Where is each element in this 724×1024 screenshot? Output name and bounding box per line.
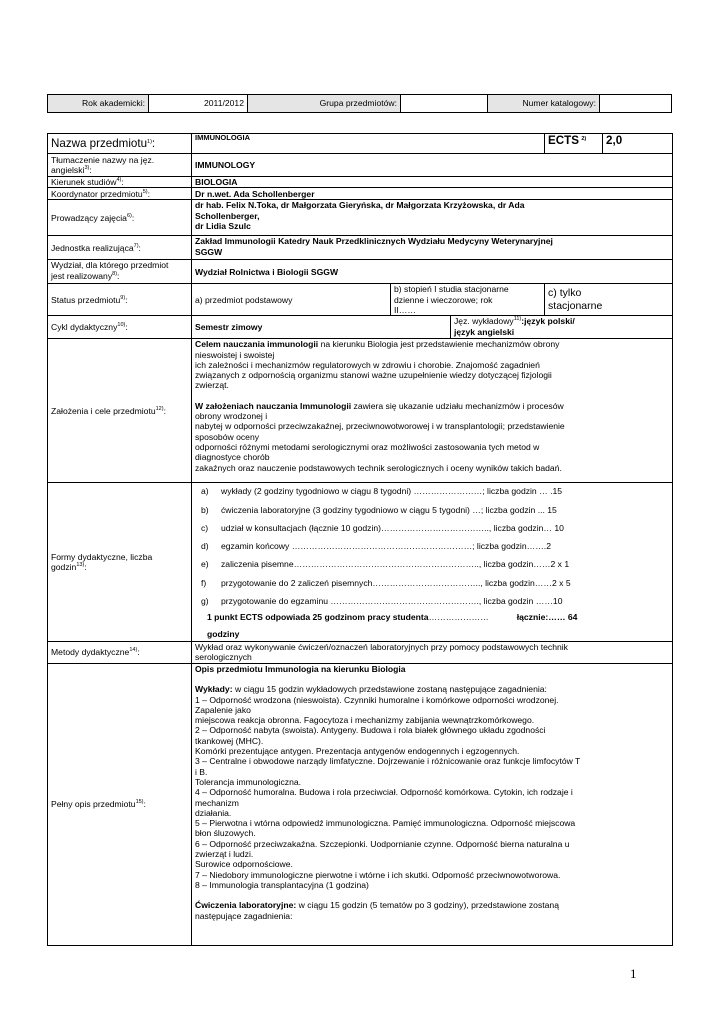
unit-value: Zakład Immunologii Katedry Nauk Przedklinicznych Wydziału Medycyny Weterynaryjnej SGGW: [192, 236, 673, 260]
description-line: 6 – Odporność przeciwzakaźna. Szczepionki. Uodpornianie czynne. Odporność bierna naturalna u: [195, 838, 570, 849]
group-label: Grupa przedmiotów:: [248, 95, 401, 113]
course-table: [47, 133, 673, 946]
forms-item-text: ćwiczenia laboratoryjne (3 godziny tygodniowo w ciągu 5 tygodni) …; liczba godzin ... 15: [221, 504, 557, 515]
forms-item-text: udział w konsultacjach (łącznie 10 godzin)……………………………….., liczba godzin… 10: [221, 522, 564, 533]
methods-label: Metody dydaktyczne$^{14)}$:: [48, 641, 192, 663]
description-row: [48, 663, 673, 945]
course-name-value: IMMUNOLOGIA: [192, 134, 545, 154]
status-c: c) tylko stacjonarne: [545, 284, 673, 316]
goals-row: [48, 339, 673, 483]
status-label: Status przedmiotu$^{9)}$:: [48, 284, 192, 316]
cycle-label: Cykl dydaktyczny$^{10)}$:: [48, 316, 192, 339]
translation-value: IMMUNOLOGY: [192, 154, 673, 177]
forms-list: [195, 483, 669, 611]
faculty-value: Wydział Rolnictwa i Biologii SGGW: [192, 260, 673, 284]
forms-item-letter: e): [201, 559, 209, 570]
coordinator-label: Koordynator przedmiotu$^{5)}$:: [48, 188, 192, 200]
forms-item: [195, 575, 669, 593]
coordinator-value: Dr n.wet. Ada Schollenberger: [192, 188, 673, 200]
description-value: Opis przedmiotu Immunologia na kierunku Biologia Wykłady: w ciągu 15 godzin wykładowych przedstawione zostaną następujące zagadnienia: 1 – Odporność wrodzona (nieswoista). Czynniki humoralne i komórkowe odporności wrodzonej. Zapalenie jako miejscowa reakcja obronna. Fagocytoza i mechanizmy zabijania wewnątrzkomórkowego. 2 – Odporność nabyta (swoista). Antygeny. Budowa i rola białek głównego układu zgodności tkankowej (MHC). Komórki prezentujące antygen. Prezentacja antygenów endogennych i egzogennych. 3 – Centralne i obwodowe narządy limfatyczne. Dojrzewanie i różnicowanie oraz funkcje limfocytów T i B. Tolerancja immunologiczna. 4 – Odporność humoralna. Budowa i rola przeciwciał. Odporność komórkowa. Cytokin, ich rodzaje i mechanizm działania. 5 – Pierwotna i wtórna odpowiedź immunologiczna. Pamięć immunologiczna. Odporność miejscowa błon śluzowych. 6 – Odporność przeciwzakaźna. Szczepionki. Uodpornianie czynne. Odporność bierna naturalna u zwierząt i ludzi. Surowice odpornościowe. 7 – Niedobory immunologiczne pierwotne i wtórne i ich skutki. Odporność przeciwnowotworowa. 8 – Immunologia transplantacyjna (1 godzina) Ćwiczenia laboratoryjne: w ciągu 15 godzin (5 tematów po 3 godziny), przedstawione zostaną następujące zagadnienia:: [192, 663, 673, 945]
methods-value: Wykład oraz wykonywanie ćwiczeń/oznaczeń laboratoryjnych przy pomocy podstawowych technik serologicznych: [192, 641, 673, 663]
faculty-label: Wydział, dla którego przedmiot jest realizowany$^{8)}$:: [48, 260, 192, 284]
forms-row: [48, 483, 673, 642]
description-line: 4 – Odporność humoralna. Budowa i rola przeciwciał. Odporność komórkowa. Cytokin, ich rodzaje i: [195, 787, 573, 798]
forms-item: [195, 502, 669, 520]
description-line: 8 – Immunologia transplantacyjna (1 godzina): [195, 879, 369, 890]
forms-item-text: wykłady (2 godziny tygodniowo w ciągu 8 tygodni) ……………………; liczba godzin … .15: [221, 486, 563, 497]
description-lines: [195, 695, 669, 891]
forms-item-text: egzamin końcowy ………………………………………………………; liczba godzin…….2: [221, 541, 551, 552]
translation-row: [48, 154, 673, 177]
field-value: BIOLOGIA: [192, 177, 673, 188]
description-line: Surowice odpornościowe.: [195, 859, 293, 870]
field-row: [48, 177, 673, 188]
status-row: [48, 284, 673, 316]
page-number: 1: [630, 966, 637, 981]
forms-item-letter: b): [201, 504, 209, 515]
forms-label: Formy dydaktyczne, liczba godzin$^{13)}$:: [48, 483, 192, 642]
language-cell: Jęz. wykładowy$^{11)}$:język polski/ język angielski: [451, 316, 673, 339]
group-value: [401, 95, 488, 113]
description-label: Pełny opis przedmiotu$^{15)}$:: [48, 663, 192, 945]
field-label: Kierunek studiów$^{4)}$:: [48, 177, 192, 188]
forms-item-text: zaliczenia pisemne……………………………………………………….., liczba godzin……2 x 1: [221, 559, 570, 570]
forms-item-letter: f): [201, 577, 207, 588]
forms-item-letter: d): [201, 541, 209, 552]
course-name-label: Nazwa przedmiotu$^{1)}$:: [48, 134, 192, 154]
course-name-row: [48, 134, 673, 154]
description-line: 2 – Odporność nabyta (swoista). Antygeny. Budowa i rola białek głównego układu zgodności: [195, 725, 546, 736]
catalog-value: [600, 95, 672, 113]
cycle-row: [48, 316, 673, 339]
status-a: a) przedmiot podstawowy: [192, 284, 391, 316]
description-line: 3 – Centralne i obwodowe narządy limfatyczne. Dojrzewanie i różnicowanie oraz funkcje limfocytów T: [195, 756, 581, 767]
teachers-value: dr hab. Felix N.Toka, dr Małgorzata Gieryńska, dr Małgorzata Krzyżowska, dr Ada Schollenberger, dr Lidia Szulc: [192, 200, 673, 236]
forms-item-letter: c): [201, 522, 209, 533]
description-line: błon śluzowych.: [195, 828, 256, 839]
cycle-value: Semestr zimowy: [192, 316, 451, 339]
forms-item: [195, 556, 669, 574]
ects-value: 2,0: [603, 134, 673, 154]
description-line: miejscowa reakcja obronna. Fagocytoza i mechanizmy zabijania wewnątrzkomórkowego.: [195, 715, 535, 726]
goals-label: Założenia i cele przedmiotu$^{12)}$:: [48, 339, 192, 483]
status-b: b) stopień I studia stacjonarne dzienne i wieczorowe; rok II……: [391, 284, 545, 316]
description-line: tkankowej (MHC).: [195, 735, 264, 746]
description-line: zwierząt i ludzi.: [195, 849, 254, 860]
description-line: 1 – Odporność wrodzona (nieswoista). Czynniki humoralne i komórkowe odporności wrodzonej.: [195, 694, 559, 705]
description-line: Komórki prezentujące antygen. Prezentacja antygenów endogennych i egzogennych.: [195, 746, 520, 757]
catalog-label: Numer katalogowy:: [488, 95, 600, 113]
teachers-row: [48, 200, 673, 236]
forms-item: [195, 538, 669, 556]
forms-item-text: przygotowanie do 2 zaliczeń pisemnych……………………………….., liczba godzin……2 x 5: [221, 577, 571, 588]
unit-row: [48, 236, 673, 260]
forms-item-letter: g): [201, 596, 209, 607]
forms-item: [195, 520, 669, 538]
header-table: [47, 94, 672, 113]
unit-label: Jednostka realizująca$^{7)}$:: [48, 236, 192, 260]
year-value: 2011/2012: [149, 95, 248, 113]
description-line: Zapalenie jako: [195, 704, 251, 715]
forms-item-text: przygotowanie do egzaminu ……………………………………………., liczba godzin ……10: [221, 596, 563, 607]
methods-row: [48, 641, 673, 663]
goals-value: Celem nauczania immunologii na kierunku Biologia jest przedstawienie mechanizmów obrony nieswoistej i swoistej ich zależności i mechanizmów regulatorowych w zdrowiu i chorobie. Znajomość zagadnień związanych z odpornością organizmu stanowi ważne uzupełnienie wiedzy dotyczącej fizjologii zwierząt. W założeniach nauczania Immunologii zawiera się ukazanie udziału mechanizmów i procesów obrony wrodzonej i nabytej w odporności przeciwzakaźnej, przeciwnowotworowej i w transplantologii; przedstawienie sposobów oceny odporności różnymi metodami serologicznymi oraz możliwości zastosowania tych metod w diagnostyce chorób zakaźnych oraz nauczenie podstawowych technik serologicznych i oceny wyników takich badań.: [192, 339, 673, 483]
translation-label: Tłumaczenie nazwy na jęz. angielski$^{3)}$:: [48, 154, 192, 177]
description-line: Tolerancja immunologiczna.: [195, 776, 302, 787]
coordinator-row: [48, 188, 673, 200]
forms-value: a) wykłady (2 godziny tygodniowo w ciągu 8 tygodni) ……………………; liczba godzin … .15 b) ćwiczenia laboratoryjne (3 godziny tygodniowo w ciągu 5 tygodni) …; liczba godzin ... 15 c) udział w konsultacjach (łącznie 10 godzin)……………………………….., liczba godzin… 10 d) egzamin końcowy ………………………………………………………; liczba godzin…….2 e) zaliczenia pisemne……………………………………………………….., liczba godzin……2 x 1 f) przygotowanie do 2 zaliczeń pisemnych……………………………….., liczba godzin……2 x 5 g) przygotowanie do egzaminu ……………………………………………., liczba godzin ……10 1 punkt ECTS odpowiada 25 godzinom pracy studenta………………… łącznie:…… 64 godziny: [192, 483, 673, 642]
description-line: 5 – Pierwotna i wtórna odpowiedź immunologiczna. Pamięć immunologiczna. Odporność miejscowa: [195, 818, 576, 829]
description-line: działania.: [195, 807, 232, 818]
description-line: mechanizm: [195, 797, 239, 808]
forms-item: [195, 483, 669, 501]
faculty-row: [48, 260, 673, 284]
teachers-label: Prowadzący zajęcia$^{6)}$:: [48, 200, 192, 236]
description-line: 7 – Niedobory immunologiczne pierwotne i wtórne i ich skutki. Odporność przeciwnowotworowa.: [195, 869, 561, 880]
ects-label: ECTS $^{2)}$: [545, 134, 603, 154]
year-label: Rok akademicki:: [48, 95, 149, 113]
forms-item: [195, 593, 669, 611]
description-line: i B.: [195, 766, 208, 777]
forms-item-letter: a): [201, 486, 209, 497]
